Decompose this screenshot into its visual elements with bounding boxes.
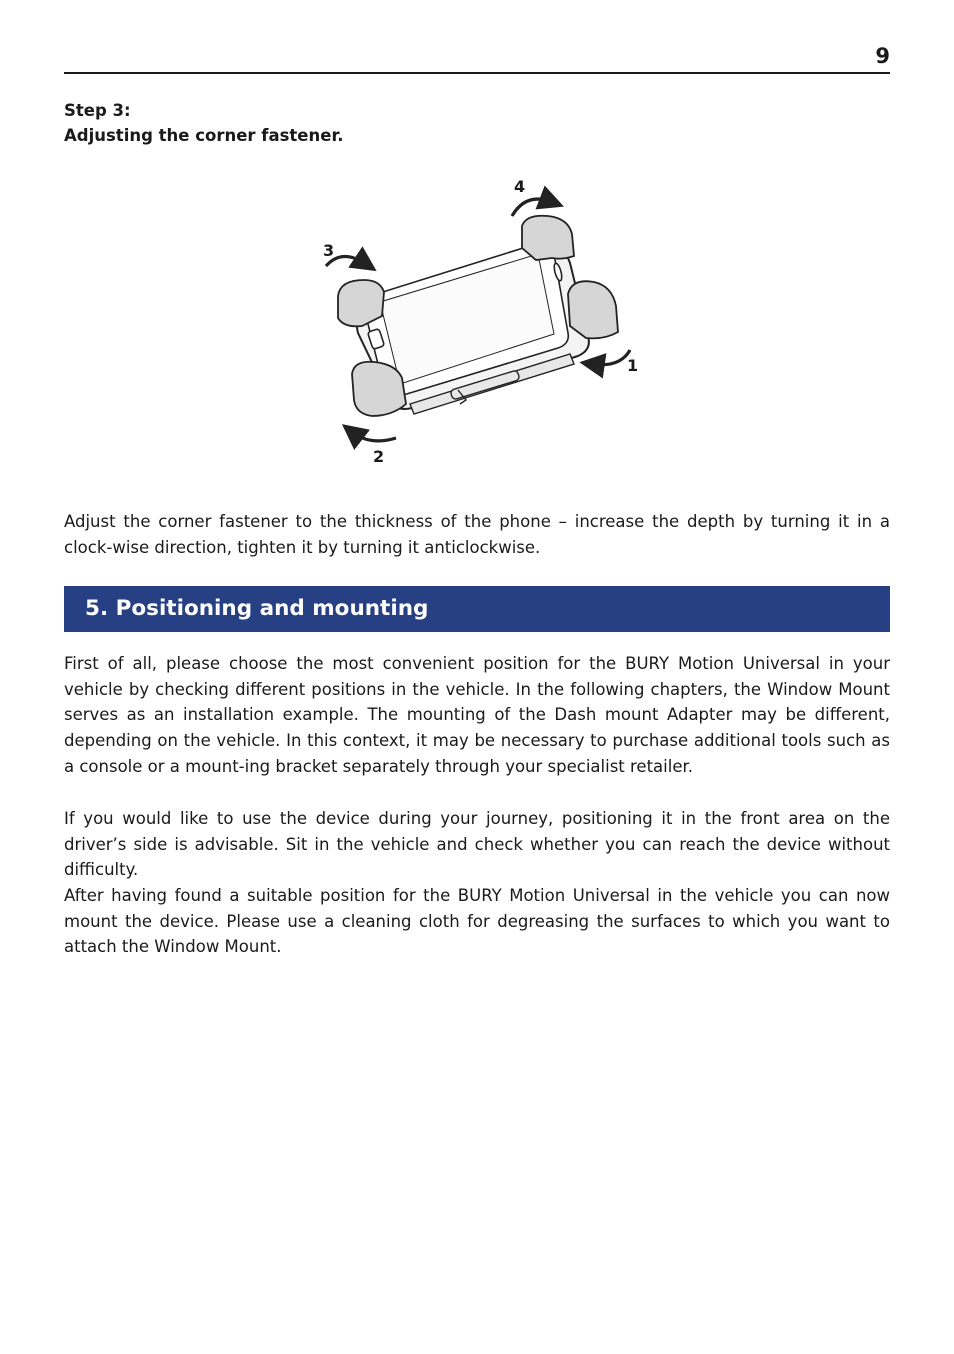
step-description: Adjust the corner fastener to the thickness of the phone – increase the depth by turning it in a clock-wise direction, tighten it by turning it anticlockwise. <box>64 512 890 557</box>
arrow-4 <box>512 199 552 216</box>
step-title: Adjusting the corner fastener. <box>64 126 344 145</box>
fastener-right <box>568 281 618 338</box>
section-paragraph-2: If you would like to use the device during your journey, positioning it in the front area on the driver’s side is advisable. Sit in the vehicle and check whether you can reach the device without difficulty. <box>64 809 890 880</box>
header-rule <box>64 72 890 74</box>
section-paragraph-1: First of all, please choose the most convenient position for the BURY Motion Universal in your vehicle by checking different positions in the vehicle. In the following chapters, the Window Mount serves as an installation example. The mounting of the Dash mount Adapter may be different, depending on the vehicle. In this context, it may be necessary to purchase additional tools such as a console or a mount-ing bracket separately through your specialist retailer. <box>64 654 890 776</box>
figure-label-2: 2 <box>373 447 385 466</box>
section-header-bar <box>64 586 890 632</box>
arrow-2 <box>352 432 396 441</box>
arrow-1 <box>592 350 630 365</box>
figure-label-4: 4 <box>514 177 526 196</box>
figure-label-3: 3 <box>323 241 335 260</box>
section-paragraph-3: After having found a suitable position for the BURY Motion Universal in the vehicle you can now mount the device. Please use a cleaning cloth for degreasing the surfaces to which you want to attach the Window Mount. <box>64 886 890 957</box>
section-title: 5. Positioning and mounting <box>85 596 429 621</box>
fastener-left <box>338 280 384 326</box>
phone-holder-drawing <box>300 168 660 473</box>
figure-label-1: 1 <box>627 356 639 375</box>
page-number: 9 <box>875 44 890 68</box>
step-label: Step 3: <box>64 101 131 120</box>
fastener-top-right <box>522 216 574 260</box>
step-heading <box>64 98 344 148</box>
corner-fastener-illustration <box>300 168 660 473</box>
